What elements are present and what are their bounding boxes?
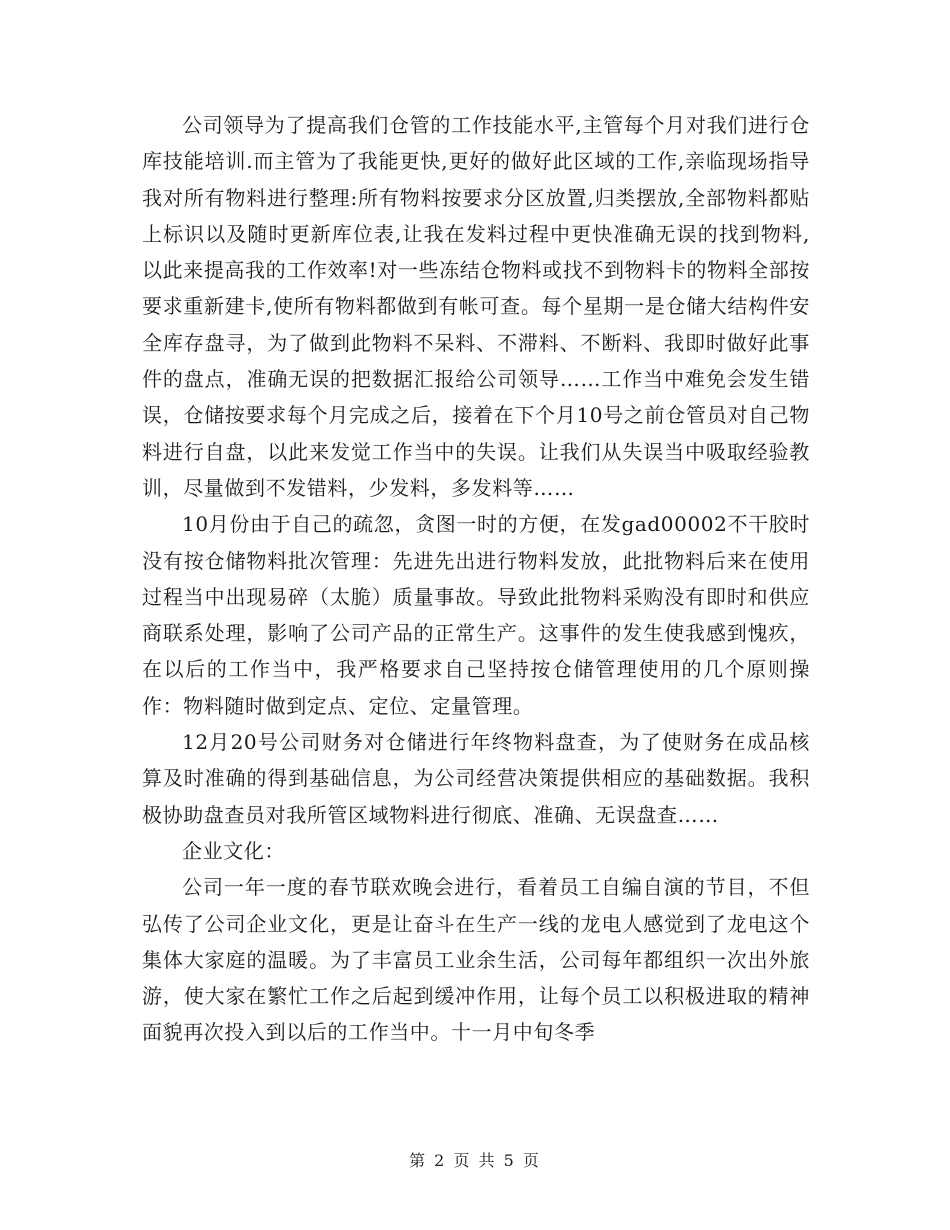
page-number-footer: 第 2 页 共 5 页 — [409, 1151, 541, 1170]
paragraph-october-incident: 10月份由于自己的疏忽，贪图一时的方便，在发gad00002不干胶时没有按仓储物料批次管理：先进先出进行物料发放，此批物料后来在使用过程当中出现易碎（太脆）质量事故。导致此批物料采购没有即时和供应商联系处理，影响了公司产品的正常生产。这事件的发生使我感到愧疚，在以后的工作当中，我严格要求自己坚持按仓储管理使用的几个原则操作：物料随时做到定点、定位、定量管理。 — [142, 512, 810, 718]
section-heading-corporate-culture: 企业文化： — [182, 838, 285, 863]
paragraph-corporate-culture: 公司一年一度的春节联欢晚会进行，看着员工自编自演的节目，不但弘传了公司企业文化，更是让奋斗在生产一线的龙电人感觉到了龙电这个集体大家庭的温暖。为了丰富员工业余生活，公司每年都组织一次出外旅游，使大家在繁忙工作之后起到缓冲作用，让每个员工以积极进取的精神面貌再次投入到以后的工作当中。十一月中旬冬季 — [142, 875, 810, 1045]
paragraph-december-inventory: 12月20号公司财务对仓储进行年终物料盘查，为了使财务在成品核算及时准确的得到基础信息，为公司经营决策提供相应的基础数据。我积极协助盘查员对我所管区域物料进行彻底、准确、无误盘查…… — [142, 730, 810, 827]
document-body — [142, 107, 810, 1051]
paragraph-warehouse-training: 公司领导为了提高我们仓管的工作技能水平,主管每个月对我们进行仓库技能培训.而主管为了我能更快,更好的做好此区域的工作,亲临现场指导我对所有物料进行整理:所有物料按要求分区放置,归类摆放,全部物料都贴上标识以及随时更新库位表,让我在发料过程中更快准确无误的找到物料,以此来提高我的工作效率!对一些冻结仓物料或找不到物料卡的物料全部按要求重新建卡,使所有物料都做到有帐可查。每个星期一是仓储大结构件安全库存盘寻，为了做到此物料不呆料、不滞料、不断料、我即时做好此事件的盘点，准确无误的把数据汇报给公司领导……工作当中难免会发生错误，仓储按要求每个月完成之后，接着在下个月10号之前仓管员对自己物料进行自盘，以此来发觉工作当中的失误。让我们从失误当中吸取经验教训，尽量做到不发错料，少发料，多发料等…… — [142, 113, 810, 500]
